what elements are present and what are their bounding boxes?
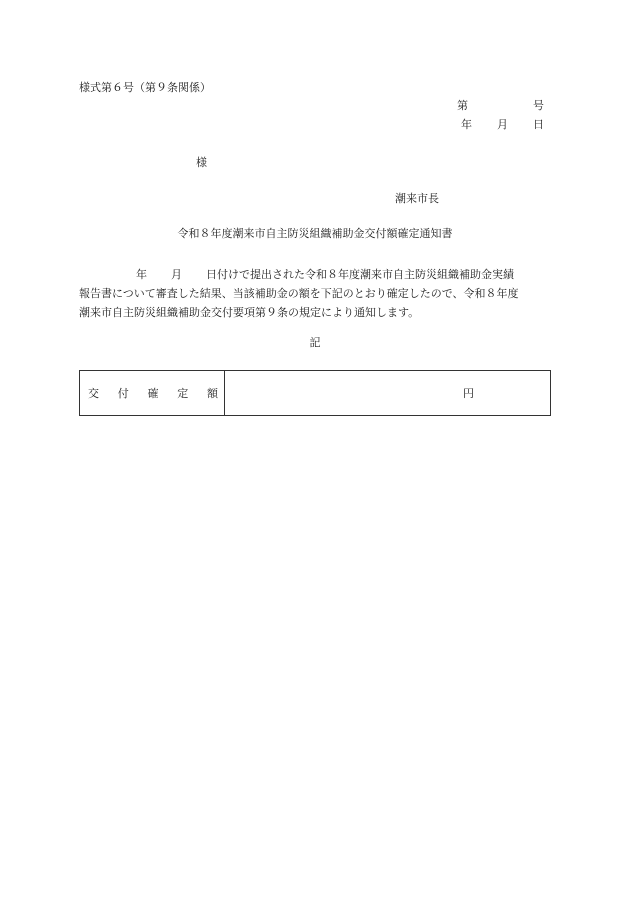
reference-suffix: 号 <box>533 99 544 112</box>
addressee: 様 <box>196 156 207 169</box>
label-char: 付 <box>117 387 129 400</box>
body-line-1 <box>79 265 551 284</box>
document-title: 令和８年度潮来市自主防災組織補助金交付額確定通知書 <box>177 227 453 240</box>
label-char: 額 <box>207 387 218 400</box>
label-char: 定 <box>177 387 189 400</box>
date-day: 日 <box>533 118 544 131</box>
label-char: 交 <box>88 387 99 400</box>
label-char: 確 <box>147 387 159 400</box>
body-line-2: 報告書について審査した結果、当該補助金の額を下記のとおり確定したので、令和８年度 <box>79 287 519 300</box>
issue-date <box>461 119 544 130</box>
date-month: 月 <box>497 118 508 131</box>
body-text <box>79 265 551 322</box>
currency-unit: 円 <box>463 387 474 400</box>
body-line-1-text: 日付けで提出された令和８年度潮来市自主防災組織補助金実績 <box>206 268 514 281</box>
grant-amount-label <box>80 371 225 415</box>
grant-amount-table <box>79 370 551 416</box>
reference-prefix: 第 <box>457 99 468 112</box>
body-line-3: 潮来市自主防災組織補助金交付要項第９条の規定により通知します。 <box>79 306 420 319</box>
grant-amount-value <box>225 371 550 415</box>
reference-number <box>457 100 544 111</box>
form-number: 様式第６号（第９条関係） <box>79 81 211 94</box>
ki-heading: 記 <box>309 336 321 349</box>
issuer: 潮来市長 <box>395 192 439 205</box>
body-date-year: 年 <box>136 268 147 281</box>
body-date-month: 月 <box>171 268 182 281</box>
date-year: 年 <box>461 118 472 131</box>
